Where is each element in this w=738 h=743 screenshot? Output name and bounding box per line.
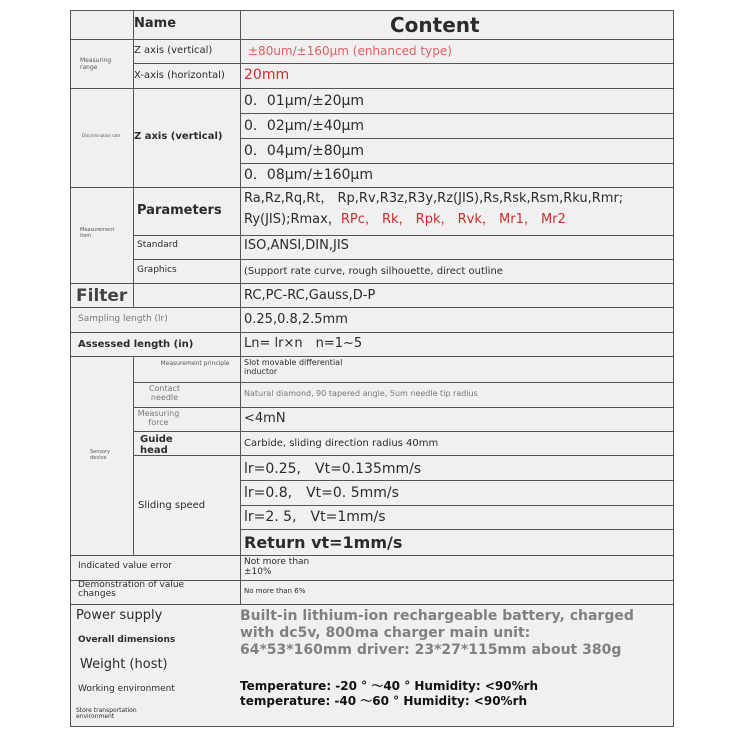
- principle-value: Slot movable differential inductor: [244, 358, 343, 376]
- row-divider: [240, 505, 674, 506]
- z-axis-range-label: Z axis (vertical): [134, 45, 213, 56]
- guide-head-label: Guide head: [140, 434, 173, 456]
- overall-dimensions-label: Overall dimensions: [78, 635, 176, 645]
- working-environment-label: Working environment: [78, 684, 175, 694]
- power-supply-label: Power supply: [76, 608, 163, 623]
- col-divider: [240, 555, 241, 604]
- x-axis-range-value: 20mm: [244, 67, 290, 83]
- sampling-length-label: Sampling length (lr): [78, 314, 168, 324]
- resolution-value-2: 0．02μm/±40μm: [244, 118, 365, 134]
- spec-table: [70, 10, 674, 727]
- assessed-length-value: Ln= lr×n n=1~5: [244, 336, 363, 351]
- col-divider: [240, 10, 241, 555]
- header-name: Name: [134, 16, 177, 31]
- parameters-line-1: Ra,Rz,Rq,Rt， Rp,Rv,R3z,R3y,Rz(JIS),Rs,Rsk,Rsm,Rku,Rmr;: [244, 191, 624, 206]
- col-divider: [133, 283, 134, 307]
- row-divider: [70, 88, 674, 89]
- row-divider: [70, 555, 674, 556]
- return-speed: Return vt=1mm/s: [244, 533, 403, 552]
- row-divider: [240, 163, 674, 164]
- sliding-speed-label: Sliding speed: [138, 500, 206, 511]
- assessed-length-label: Assessed length (in): [78, 339, 194, 350]
- resolution-z-label: Z axis (vertical): [134, 131, 223, 142]
- filter-label: Filter: [76, 286, 128, 306]
- row-divider: [133, 382, 674, 383]
- resolution-value-4: 0．08μm/±160μm: [244, 167, 373, 183]
- row-divider: [240, 529, 674, 530]
- graphics-value: (Support rate curve, rough silhouette, direct outline: [244, 266, 503, 277]
- header-content: Content: [390, 13, 480, 37]
- environment-text: Temperature: -20 ° ～40 ° Humidity: <90%rh temperature: -40 ～60 ° Humidity: <90%rh: [240, 679, 539, 708]
- row-divider: [240, 113, 674, 114]
- power-dimensions-weight-text: Built-in lithium-ion rechargeable battery, charged with dc5v, 800ma charger main unit: 64*53*160mm driver: 23*27*115mm about 380g: [240, 608, 634, 658]
- resolution-value-1: 0．01μm/±20μm: [244, 93, 365, 109]
- parameters-line-2: [244, 213, 566, 227]
- measurement-item-group: Measurement item: [80, 227, 115, 239]
- row-divider: [70, 604, 674, 605]
- resolution-value-3: 0．04μm/±80μm: [244, 143, 365, 159]
- measuring-force-label: Measuring force: [137, 409, 180, 427]
- row-divider: [70, 356, 674, 357]
- row-divider: [133, 407, 674, 408]
- standard-value: ISO,ANSI,DIN,JIS: [244, 238, 349, 253]
- row-divider: [70, 332, 674, 333]
- standard-label: Standard: [137, 240, 178, 250]
- demonstration-label: Demonstration of value changes: [78, 580, 185, 600]
- row-divider: [70, 187, 674, 188]
- resolution-group: Discrimination rate: [82, 133, 121, 138]
- row-divider: [240, 138, 674, 139]
- parameters-label: Parameters: [137, 203, 222, 218]
- store-environment-label: Store transportation environment: [76, 707, 137, 721]
- z-axis-range-value: ±80um/±160μm (enhanced type): [248, 44, 452, 58]
- table-border-bottom: [70, 726, 674, 727]
- measuring-force-value: <4mN: [244, 411, 286, 426]
- indicated-error-label: Indicated value error: [78, 561, 172, 571]
- row-divider: [70, 39, 674, 40]
- x-axis-range-label: X-axis (horizontal): [134, 70, 225, 81]
- row-divider: [240, 480, 674, 481]
- parameters-line-2-black: Ry(JIS);Rmax，: [244, 212, 341, 227]
- graphics-label: Graphics: [137, 265, 177, 275]
- row-divider: [133, 235, 674, 236]
- sliding-speed-value-2: lr=0.8, Vt=0. 5mm/s: [244, 485, 399, 501]
- row-divider: [133, 63, 674, 64]
- parameters-line-2-red: RPc， Rk， Rpk， Rvk， Mr1， Mr2: [340, 212, 566, 227]
- sliding-speed-value-3: lr=2. 5, Vt=1mm/s: [244, 509, 386, 525]
- sensory-device-group: Sensory device: [90, 449, 111, 461]
- table-border-right: [673, 10, 674, 727]
- col-divider: [133, 356, 134, 555]
- contact-needle-label: Contact needle: [148, 384, 181, 402]
- row-divider: [70, 307, 674, 308]
- row-divider: [133, 431, 674, 432]
- indicated-error-value: Not more than ±10%: [244, 557, 310, 577]
- row-divider: [70, 283, 674, 284]
- table-border-top: [70, 10, 674, 11]
- guide-head-value: Carbide, sliding direction radius 40mm: [244, 438, 439, 449]
- measuring-range-group: Measuring range: [80, 57, 112, 71]
- table-border-left: [70, 10, 71, 727]
- row-divider: [133, 259, 674, 260]
- weight-label: Weight (host): [80, 657, 168, 672]
- filter-value: RC,PC-RC,Gauss,D-P: [244, 288, 376, 303]
- demonstration-value: No more than 6%: [244, 587, 306, 595]
- contact-needle-value: Natural diamond, 90 tapered angle, 5um needle tip radius: [244, 389, 478, 398]
- sliding-speed-value-1: lr=0.25, Vt=0.135mm/s: [244, 461, 422, 477]
- principle-label: Measurement principle: [160, 360, 230, 367]
- sampling-length-value: 0.25,0.8,2.5mm: [244, 312, 348, 327]
- row-divider: [133, 455, 674, 456]
